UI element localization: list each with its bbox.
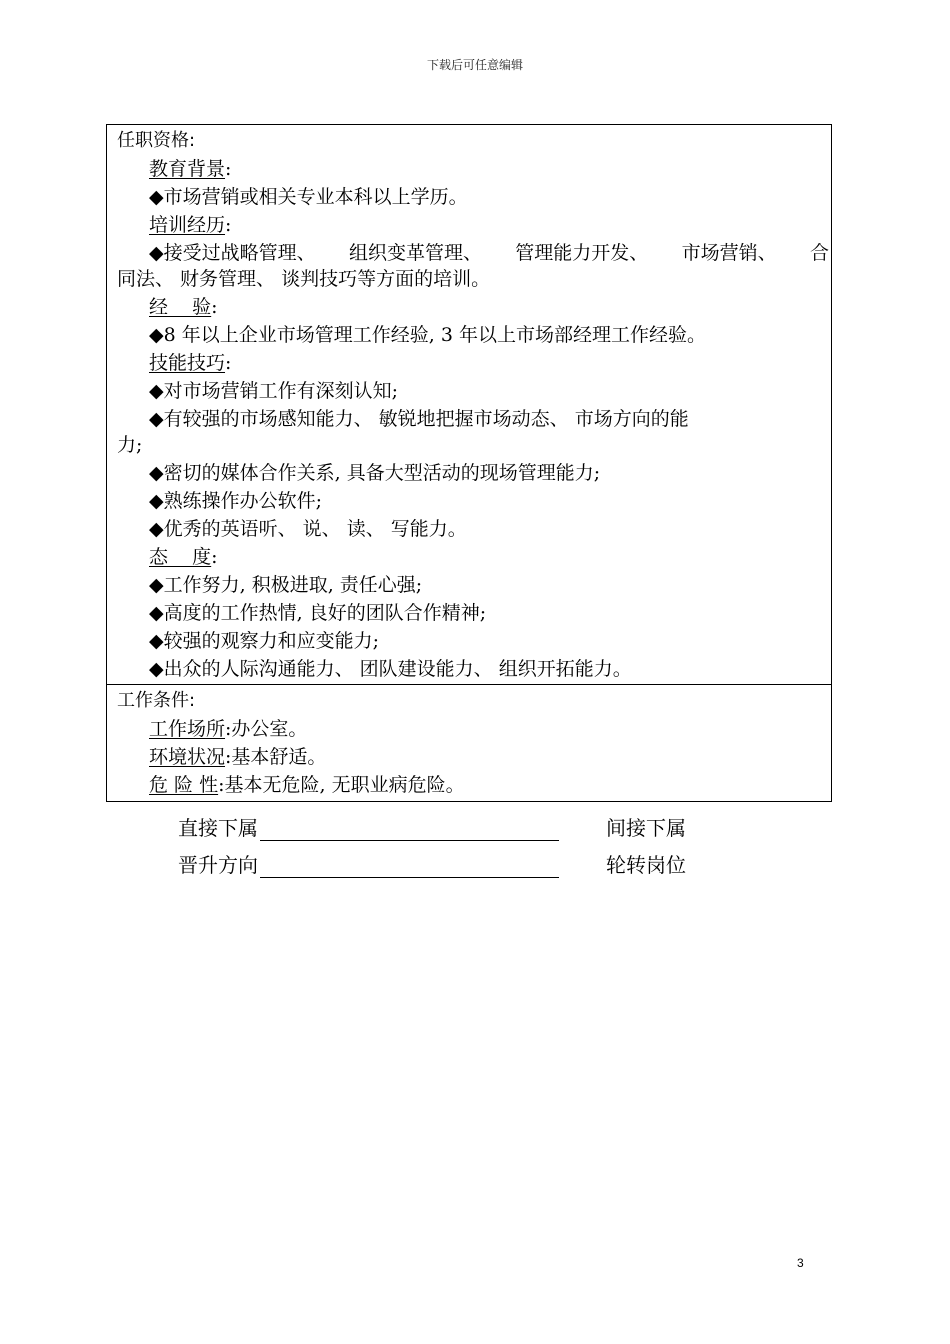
danger-value: :基本无危险, 无职业病危险。 xyxy=(218,774,465,796)
training-label: 培训经历 xyxy=(149,214,226,236)
qualifications-title: 任职资格: xyxy=(117,130,196,151)
conditions-title: 工作条件: xyxy=(117,690,196,711)
direct-subordinate-row xyxy=(178,812,559,841)
attitude-item-1: ◆工作努力, 积极进取, 责任心强; xyxy=(149,574,423,596)
environment-label: 环境状况 xyxy=(149,746,226,768)
training-seg: 管理能力开发、 xyxy=(515,242,649,264)
place-label: 工作场所 xyxy=(149,718,226,740)
attitude-item-4: ◆出众的人际沟通能力、 团队建设能力、 组织开拓能力。 xyxy=(149,658,632,680)
attitude-item-2: ◆高度的工作热情, 良好的团队合作精神; xyxy=(149,602,487,624)
training-seg: ◆接受过战略管理、 xyxy=(149,242,316,264)
education-item: ◆市场营销或相关专业本科以上学历。 xyxy=(149,186,468,208)
education-heading: 教育背景: xyxy=(149,158,232,180)
experience-label: 经 验 xyxy=(149,296,212,318)
skills-item-5: ◆优秀的英语听、 说、 读、 写能力。 xyxy=(149,518,467,540)
page-number: 3 xyxy=(797,1256,804,1270)
attitude-label: 态 度 xyxy=(149,546,212,568)
danger-label: 危 险 性 xyxy=(149,774,219,796)
header-note: 下载后可任意编辑 xyxy=(426,58,523,72)
attitude-item-3: ◆较强的观察力和应变能力; xyxy=(149,630,380,652)
skills-item-2: ◆有较强的市场感知能力、 敏锐地把握市场动态、 市场方向的能 xyxy=(149,408,689,430)
condition-danger xyxy=(149,773,465,797)
direct-subordinate-blank xyxy=(260,820,559,841)
indirect-subordinate-label: 间接下属 xyxy=(606,816,686,840)
skills-item-2-cont: 力; xyxy=(117,434,143,456)
training-line-1 xyxy=(149,241,829,265)
skills-heading: 技能技巧: xyxy=(149,352,232,374)
promotion-label: 晋升方向 xyxy=(178,853,258,877)
education-label: 教育背景 xyxy=(149,158,226,180)
skills-item-3: ◆密切的媒体合作关系, 具备大型活动的现场管理能力; xyxy=(149,462,601,484)
condition-place xyxy=(149,717,307,741)
job-spec-table xyxy=(106,124,832,802)
training-line-2: 同法、 财务管理、 谈判技巧等方面的培训。 xyxy=(117,268,491,290)
rotation-label: 轮转岗位 xyxy=(606,853,686,877)
training-seg: 组织变革管理、 xyxy=(348,242,482,264)
promotion-blank xyxy=(260,857,559,878)
direct-subordinate-label: 直接下属 xyxy=(178,816,258,840)
attitude-heading: 态 度: xyxy=(149,546,218,568)
experience-heading: 经 验: xyxy=(149,296,218,318)
condition-environment xyxy=(149,745,326,769)
experience-item: ◆8 年以上企业市场管理工作经验, 3 年以上市场部经理工作经验。 xyxy=(149,324,706,346)
skills-item-4: ◆熟练操作办公软件; xyxy=(149,490,323,512)
section-divider xyxy=(107,684,831,685)
training-seg: 合 xyxy=(809,242,829,264)
promotion-row xyxy=(178,849,559,878)
skills-label: 技能技巧 xyxy=(149,352,226,374)
place-value: :办公室。 xyxy=(225,718,308,740)
environment-value: :基本舒适。 xyxy=(225,746,327,768)
skills-item-1: ◆对市场营销工作有深刻认知; xyxy=(149,380,399,402)
training-heading: 培训经历: xyxy=(149,214,232,236)
training-seg: 市场营销、 xyxy=(681,242,777,264)
